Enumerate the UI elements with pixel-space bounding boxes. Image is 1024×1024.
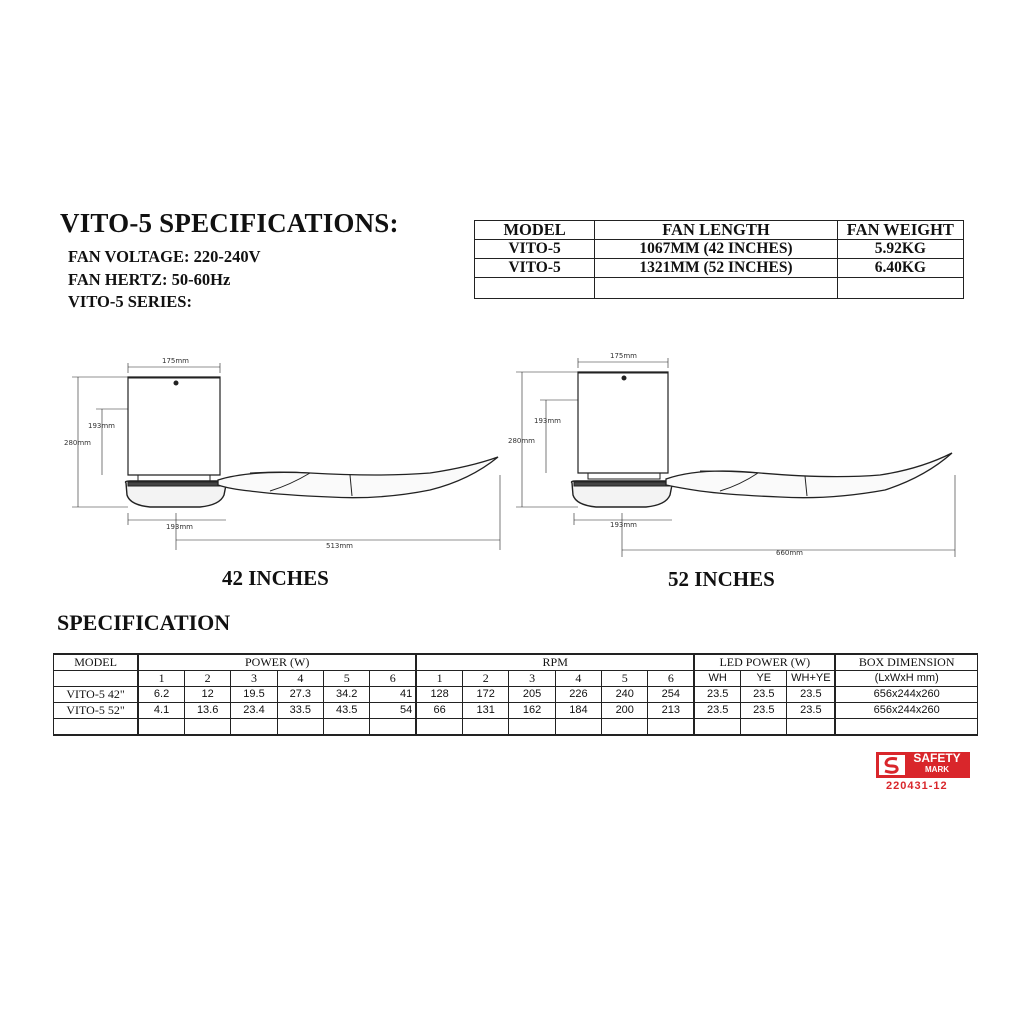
rpm-cell: 200 (602, 703, 648, 719)
rpm-cell: 162 (509, 703, 555, 719)
model-table-header (475, 221, 964, 240)
power-cell: 43.5 (324, 703, 370, 719)
dim-body-height: 193mm (88, 422, 115, 430)
table-row (475, 259, 964, 278)
empty-cell (787, 719, 835, 736)
led-cell: 23.5 (741, 687, 787, 703)
rpm-cell: 184 (555, 703, 601, 719)
power-cell: 27.3 (277, 687, 323, 703)
fan-weight-cell: 5.92KG (837, 240, 963, 259)
fan-voltage: FAN VOLTAGE: 220-240V (68, 247, 261, 266)
dim-total-height: 280mm (64, 439, 91, 447)
header-model: MODEL (475, 221, 595, 240)
rpm-cell: 226 (555, 687, 601, 703)
empty-cell (694, 719, 740, 736)
empty-cell (231, 719, 277, 736)
series-label: VITO-5 SERIES: (68, 292, 192, 311)
fan-weight-cell: 6.40KG (837, 259, 963, 278)
header-box-dimension: BOX DIMENSION (835, 654, 977, 671)
power-cell: 4.1 (138, 703, 184, 719)
led-cell: 23.5 (787, 703, 835, 719)
rpm-speed-1: 1 (416, 671, 462, 687)
empty-cell (416, 719, 462, 736)
led-cell: 23.5 (741, 703, 787, 719)
empty-cell (595, 278, 837, 299)
safety-mark-line2: MARK (925, 765, 949, 774)
spec-sub-header (54, 671, 978, 687)
fan-diagram-52 (500, 345, 970, 565)
spec-table (53, 653, 978, 736)
empty-cell (184, 719, 230, 736)
box-unit: (LxWxH mm) (835, 671, 977, 687)
power-speed-4: 4 (277, 671, 323, 687)
rpm-speed-3: 3 (509, 671, 555, 687)
led-cell: 23.5 (787, 687, 835, 703)
rpm-speed-6: 6 (648, 671, 694, 687)
empty-cell (54, 671, 139, 687)
header-model: MODEL (54, 654, 139, 671)
empty-cell (555, 719, 601, 736)
power-speed-1: 1 (138, 671, 184, 687)
safety-mark-line1: SAFETY (913, 751, 961, 765)
dim-top-width: 175mm (162, 357, 189, 365)
safety-mark-logo-icon (879, 755, 905, 775)
model-cell: VITO-5 (475, 240, 595, 259)
fan-length-cell: 1067MM (42 INCHES) (595, 240, 837, 259)
table-row-empty (54, 719, 978, 736)
power-cell: 23.4 (231, 703, 277, 719)
fan-length-cell: 1321MM (52 INCHES) (595, 259, 837, 278)
empty-cell (370, 719, 416, 736)
led-mode-wh-ye: WH+YE (787, 671, 835, 687)
empty-cell (648, 719, 694, 736)
rpm-cell: 66 (416, 703, 462, 719)
rpm-cell: 205 (509, 687, 555, 703)
dim-base-width: 193mm (610, 521, 637, 529)
empty-cell (277, 719, 323, 736)
power-cell: 34.2 (324, 687, 370, 703)
empty-cell (138, 719, 184, 736)
empty-cell (475, 278, 595, 299)
rpm-speed-5: 5 (602, 671, 648, 687)
header-fan-weight: FAN WEIGHT (837, 221, 963, 240)
table-row-empty (475, 278, 964, 299)
dim-total-height: 280mm (508, 437, 535, 445)
header-rpm: RPM (416, 654, 694, 671)
led-cell: 23.5 (694, 687, 740, 703)
power-cell: 19.5 (231, 687, 277, 703)
led-mode-wh: WH (694, 671, 740, 687)
page-title: VITO-5 SPECIFICATIONS: (60, 208, 399, 238)
empty-cell (837, 278, 963, 299)
fan-diagram-42 (50, 345, 510, 565)
dim-base-width: 193mm (166, 523, 193, 531)
dim-top-width: 175mm (610, 352, 637, 360)
empty-cell (54, 719, 139, 736)
power-cell: 6.2 (138, 687, 184, 703)
safety-mark-number: 220431-12 (886, 780, 948, 792)
power-cell: 41 (370, 687, 416, 703)
table-row (475, 240, 964, 259)
model-cell: VITO-5 42" (54, 687, 139, 703)
header-power: POWER (W) (138, 654, 416, 671)
model-cell: VITO-5 (475, 259, 595, 278)
box-cell: 656x244x260 (835, 703, 977, 719)
rpm-speed-4: 4 (555, 671, 601, 687)
rpm-cell: 240 (602, 687, 648, 703)
table-row (54, 703, 978, 719)
power-speed-6: 6 (370, 671, 416, 687)
table-row (54, 687, 978, 703)
caption-52-inches: 52 INCHES (668, 567, 775, 591)
empty-cell (324, 719, 370, 736)
power-cell: 54 (370, 703, 416, 719)
rpm-cell: 128 (416, 687, 462, 703)
power-cell: 13.6 (184, 703, 230, 719)
rpm-cell: 213 (648, 703, 694, 719)
model-table (474, 220, 964, 299)
rpm-cell: 172 (463, 687, 509, 703)
empty-cell (509, 719, 555, 736)
fan-hertz: FAN HERTZ: 50-60Hz (68, 270, 231, 289)
dim-blade-length: 660mm (776, 549, 803, 557)
header-led-power: LED POWER (W) (694, 654, 835, 671)
empty-cell (602, 719, 648, 736)
box-cell: 656x244x260 (835, 687, 977, 703)
empty-cell (741, 719, 787, 736)
power-speed-5: 5 (324, 671, 370, 687)
spec-group-header (54, 654, 978, 671)
power-cell: 33.5 (277, 703, 323, 719)
empty-cell (463, 719, 509, 736)
dim-body-height: 193mm (534, 417, 561, 425)
rpm-cell: 131 (463, 703, 509, 719)
led-mode-ye: YE (741, 671, 787, 687)
dim-blade-length: 513mm (326, 542, 353, 550)
led-cell: 23.5 (694, 703, 740, 719)
rpm-cell: 254 (648, 687, 694, 703)
power-cell: 12 (184, 687, 230, 703)
empty-cell (835, 719, 977, 736)
model-cell: VITO-5 52" (54, 703, 139, 719)
spec-title: SPECIFICATION (57, 610, 231, 635)
header-fan-length: FAN LENGTH (595, 221, 837, 240)
power-speed-3: 3 (231, 671, 277, 687)
power-speed-2: 2 (184, 671, 230, 687)
rpm-speed-2: 2 (463, 671, 509, 687)
caption-42-inches: 42 INCHES (222, 566, 329, 590)
